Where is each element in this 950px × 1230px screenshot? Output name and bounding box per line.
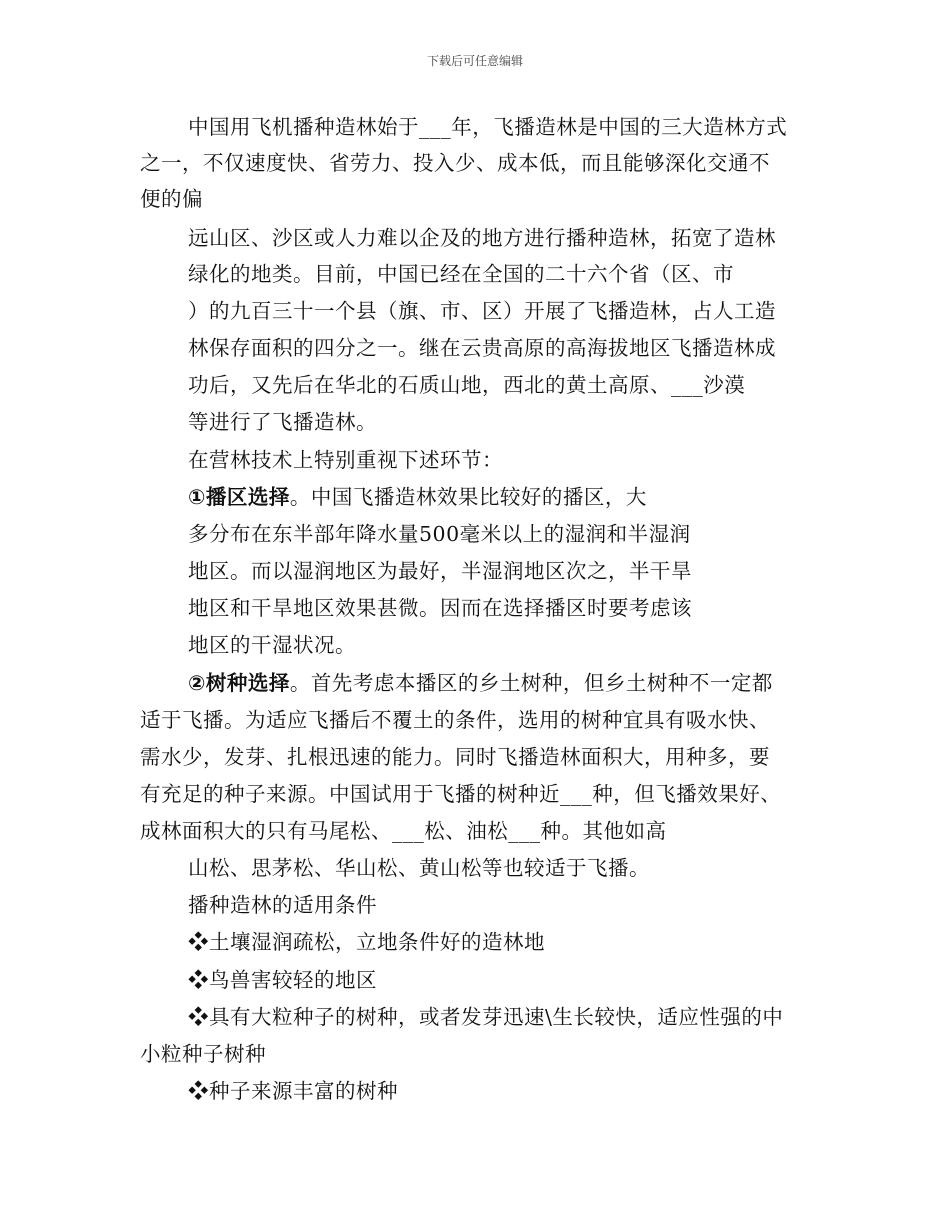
- bullet-item: ❖土壤湿润疏松，立地条件好的造林地: [188, 930, 545, 954]
- paragraph-line: 在营林技术上特别重视下述环节：: [188, 448, 503, 472]
- paragraph-line: 林保存面积的四分之一。继在云贵高原的高海拔地区飞播造林成: [188, 336, 776, 360]
- section-title: 播种造林的适用条件: [188, 893, 377, 917]
- paragraph-line: 便的偏: [140, 187, 203, 211]
- section-heading-seed-area: ①播区选择: [188, 485, 290, 509]
- bullet-item: ❖种子来源丰富的树种: [188, 1079, 398, 1103]
- paragraph-line: 有充足的种子来源。中国试用于飞播的树种近___种，但飞播效果好、: [140, 782, 782, 806]
- paragraph-line: 地区和干旱地区效果甚微。因而在选择播区时要考虑该: [188, 596, 692, 620]
- paragraph-line: ）的九百三十一个县（旗、市、区）开展了飞播造林，占人工造: [188, 299, 776, 323]
- page-header: 下载后可任意编辑: [426, 54, 523, 68]
- paragraph-line: 地区的干湿状况。: [188, 633, 356, 657]
- bullet-item: ❖具有大粒种子的树种，或者发芽迅速\生长较快，适应性强的中: [188, 1005, 784, 1029]
- paragraph-line: 需水少，发芽、扎根迅速的能力。同时飞播造林面积大，用种多，要: [140, 745, 770, 769]
- paragraph-line: 适于飞播。为适应飞播后不覆土的条件，选用的树种宜具有吸水快、: [140, 708, 770, 732]
- section-heading-tree-species: ②树种选择: [188, 671, 290, 695]
- paragraph-line: 远山区、沙区或人力难以企及的地方进行播种造林，拓宽了造林: [188, 226, 776, 250]
- paragraph-text: 。首先考虑本播区的乡土树种，但乡土树种不一定都: [289, 671, 773, 695]
- paragraph-line: 功后，又先后在华北的石质山地，西北的黄土高原、___沙漠: [188, 373, 746, 397]
- paragraph-line: 山松、思茅松、华山松、黄山松等也较适于飞播。: [188, 856, 650, 880]
- bullet-item-continuation: 小粒种子树种: [140, 1042, 266, 1066]
- paragraph-line: 成林面积大的只有马尾松、___松、油松___种。其他如高: [140, 819, 667, 843]
- bullet-item: ❖鸟兽害较轻的地区: [188, 968, 377, 992]
- paragraph-line: 之一，不仅速度快、省劳力、投入少、成本低，而且能够深化交通不: [140, 151, 770, 175]
- paragraph-text: 。中国飞播造林效果比较好的播区，大: [289, 485, 647, 509]
- paragraph-line: [188, 669, 773, 697]
- paragraph-line: 绿化的地类。目前，中国已经在全国的二十六个省（区、市: [188, 262, 734, 286]
- paragraph-line: 中国用飞机播种造林始于___年，飞播造林是中国的三大造林方式: [188, 115, 788, 139]
- paragraph-line: 等进行了飞播造林。: [188, 410, 377, 434]
- paragraph-line: [188, 483, 647, 511]
- paragraph-line: 地区。而以湿润地区为最好，半湿润地区次之，半干旱: [188, 559, 692, 583]
- paragraph-line: 多分布在东半部年降水量500毫米以上的湿润和半湿润: [188, 522, 691, 546]
